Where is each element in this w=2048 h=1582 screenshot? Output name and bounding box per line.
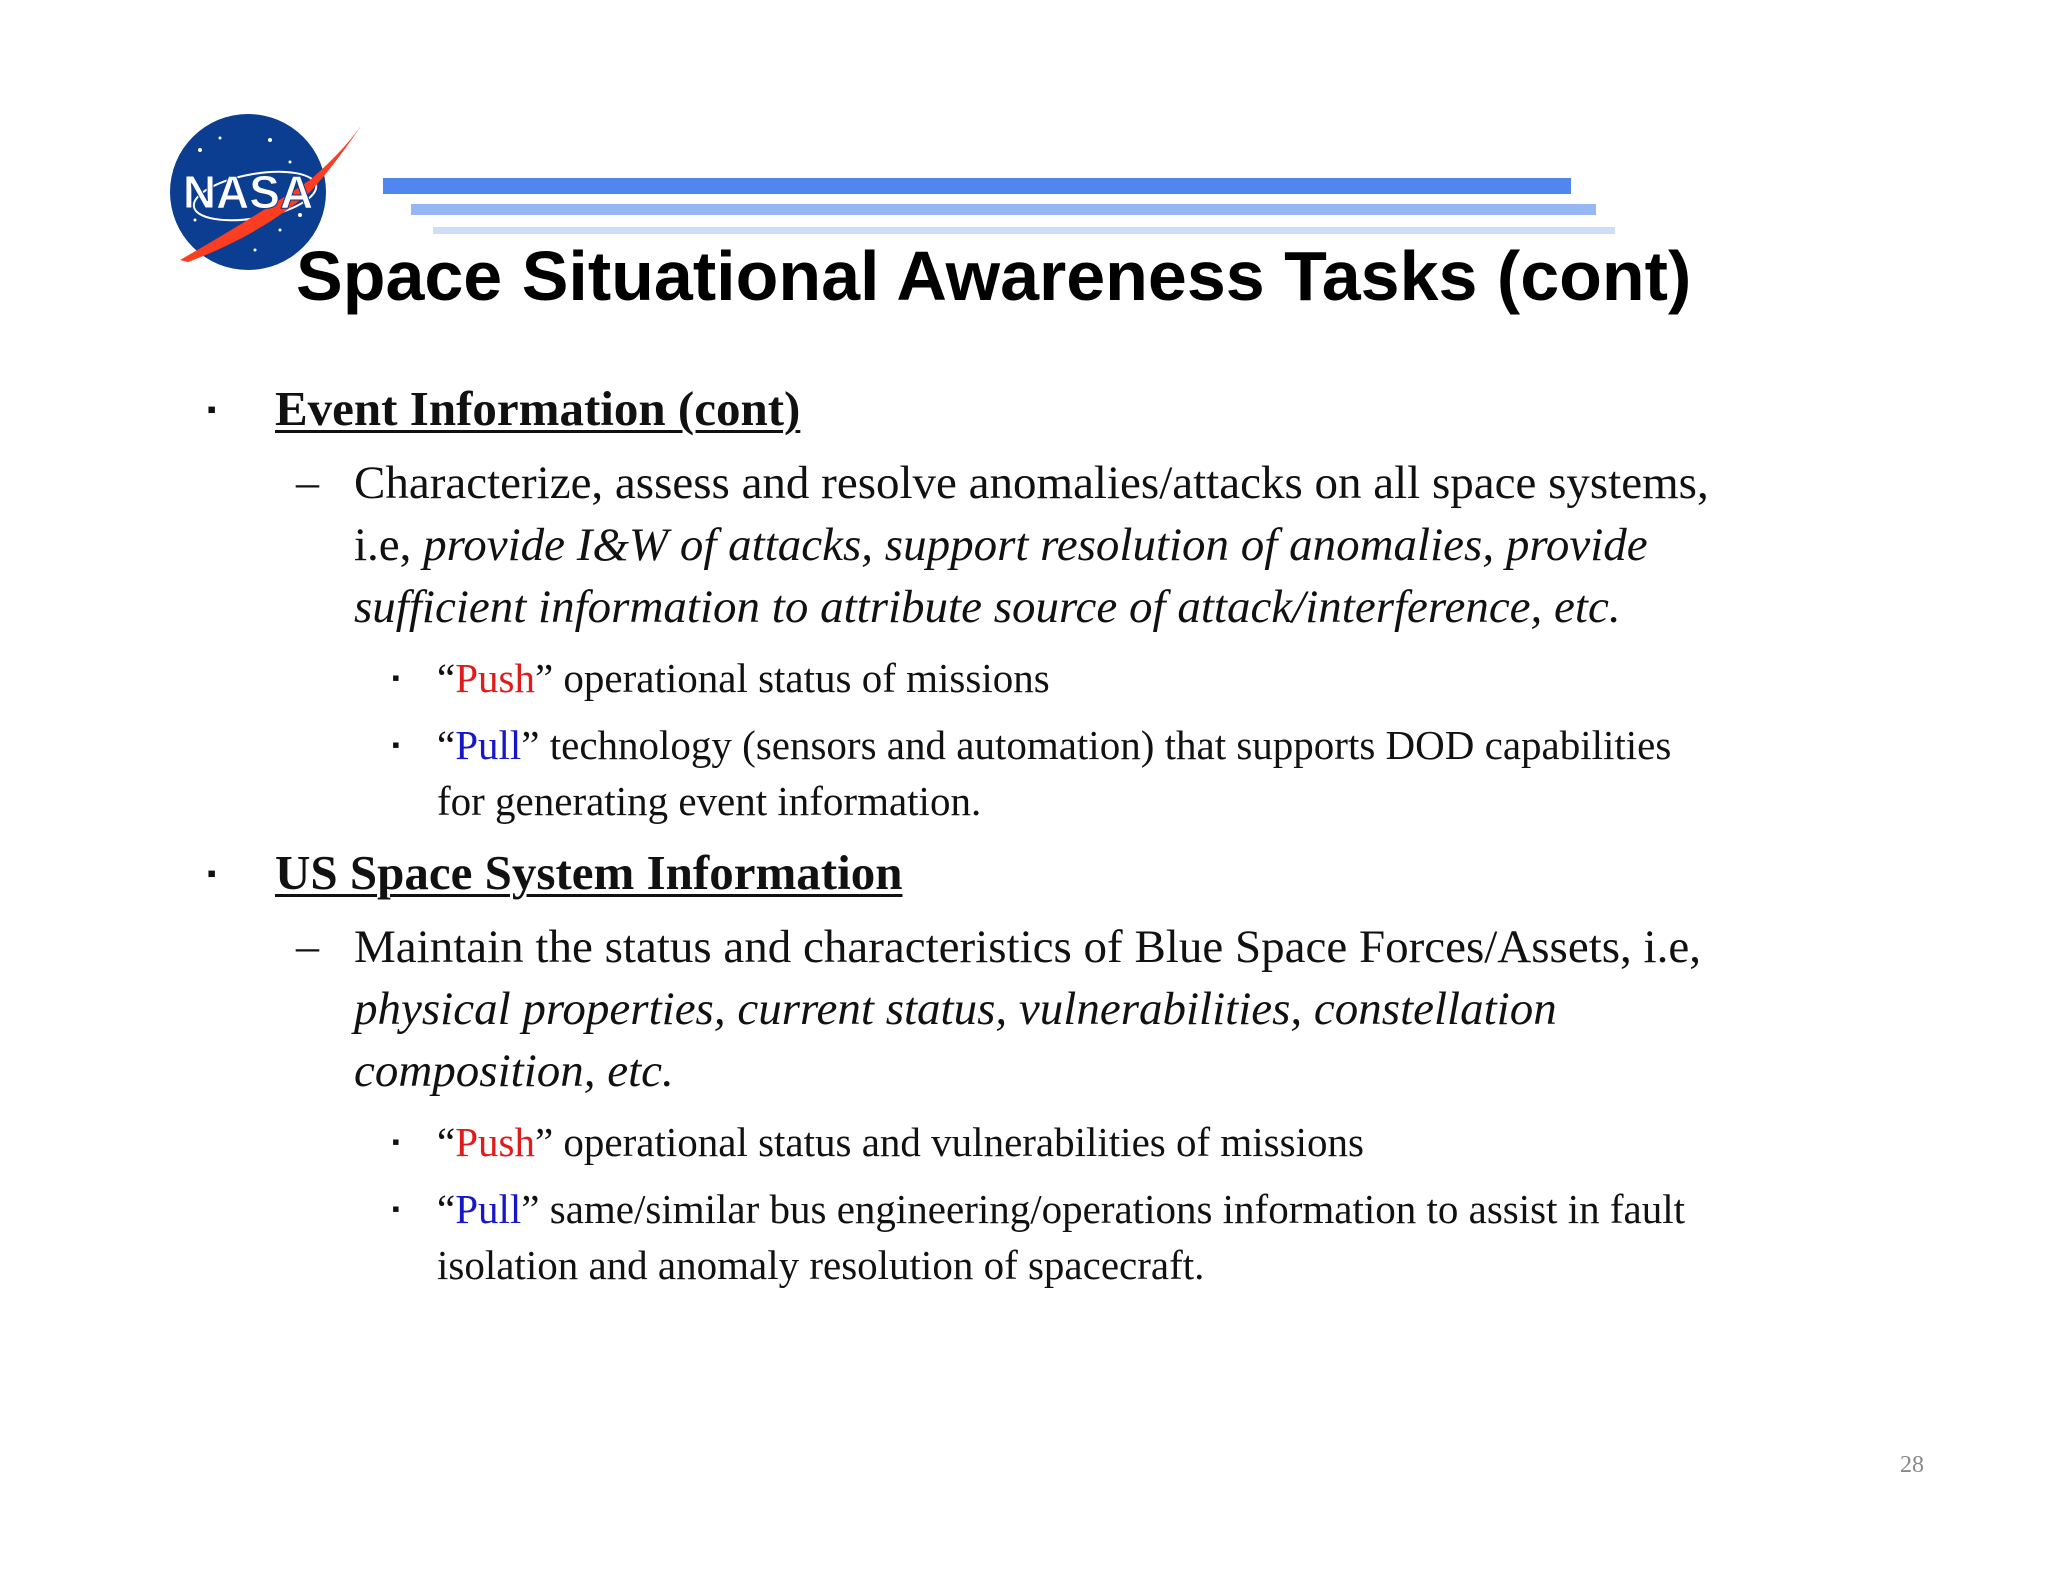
open-quote: “ [437,722,456,768]
section-heading-us-space-system: US Space System Information [275,845,903,900]
page-number: 28 [1900,1452,1924,1478]
pull-item-text: ” technology (sensors and automation) that supports DOD capabilities [521,722,1672,768]
header-bar-dark [383,178,1571,194]
square-bullet-icon: ▪ [392,1129,400,1154]
section-1-description-line2 [354,514,1648,576]
square-bullet-icon: ▪ [392,665,400,690]
pull-keyword: Pull [455,1186,522,1232]
section-2-pull-item [437,1181,1685,1237]
section-1-description-line1: Characterize, assess and resolve anomalies/attacks on all space systems, [354,457,1709,509]
section-heading-event-information: Event Information (cont) [275,381,801,436]
push-item-text: ” operational status and vulnerabilities of missions [534,1119,1364,1165]
section-1-pull-item-continuation: for generating event information. [437,778,982,824]
square-bullet-icon: ▪ [207,395,217,424]
header-bar-mid [411,204,1596,215]
push-item-text: ” operational status of missions [534,655,1050,701]
header-bar-light [433,227,1615,234]
section-2-push-item [437,1114,1364,1170]
section-2-description-line1: Maintain the status and characteristics of Blue Space Forces/Assets, i.e, [354,921,1701,973]
dash-icon: – [296,456,319,507]
section-2-description-line2: physical properties, current status, vulnerabilities, constellation [354,983,1557,1035]
section-1-description-line3: sufficient information to attribute source of attack/interference, etc. [354,581,1621,633]
section-1-description-line2-prefix: i.e, [354,519,424,571]
square-bullet-icon: ▪ [392,1196,400,1221]
pull-item-text: ” same/similar bus engineering/operations information to assist in fault [521,1186,1685,1232]
open-quote: “ [437,1186,456,1232]
section-1-description-line2-italic: provide I&W of attacks, support resolution of anomalies, provide [423,519,1648,571]
open-quote: “ [437,655,456,701]
push-keyword: Push [455,1119,535,1165]
square-bullet-icon: ▪ [207,859,217,888]
section-2-pull-item-continuation: isolation and anomaly resolution of spacecraft. [437,1242,1205,1288]
slide-title: Space Situational Awareness Tasks (cont) [296,237,1692,315]
svg-text:NASA: NASA [182,166,314,218]
section-1-pull-item [437,717,1671,773]
square-bullet-icon: ▪ [392,732,400,757]
section-2-description-line3: composition, etc. [354,1045,674,1097]
pull-keyword: Pull [455,722,522,768]
section-1-push-item [437,650,1050,706]
dash-icon: – [296,920,319,971]
open-quote: “ [437,1119,456,1165]
push-keyword: Push [455,655,535,701]
